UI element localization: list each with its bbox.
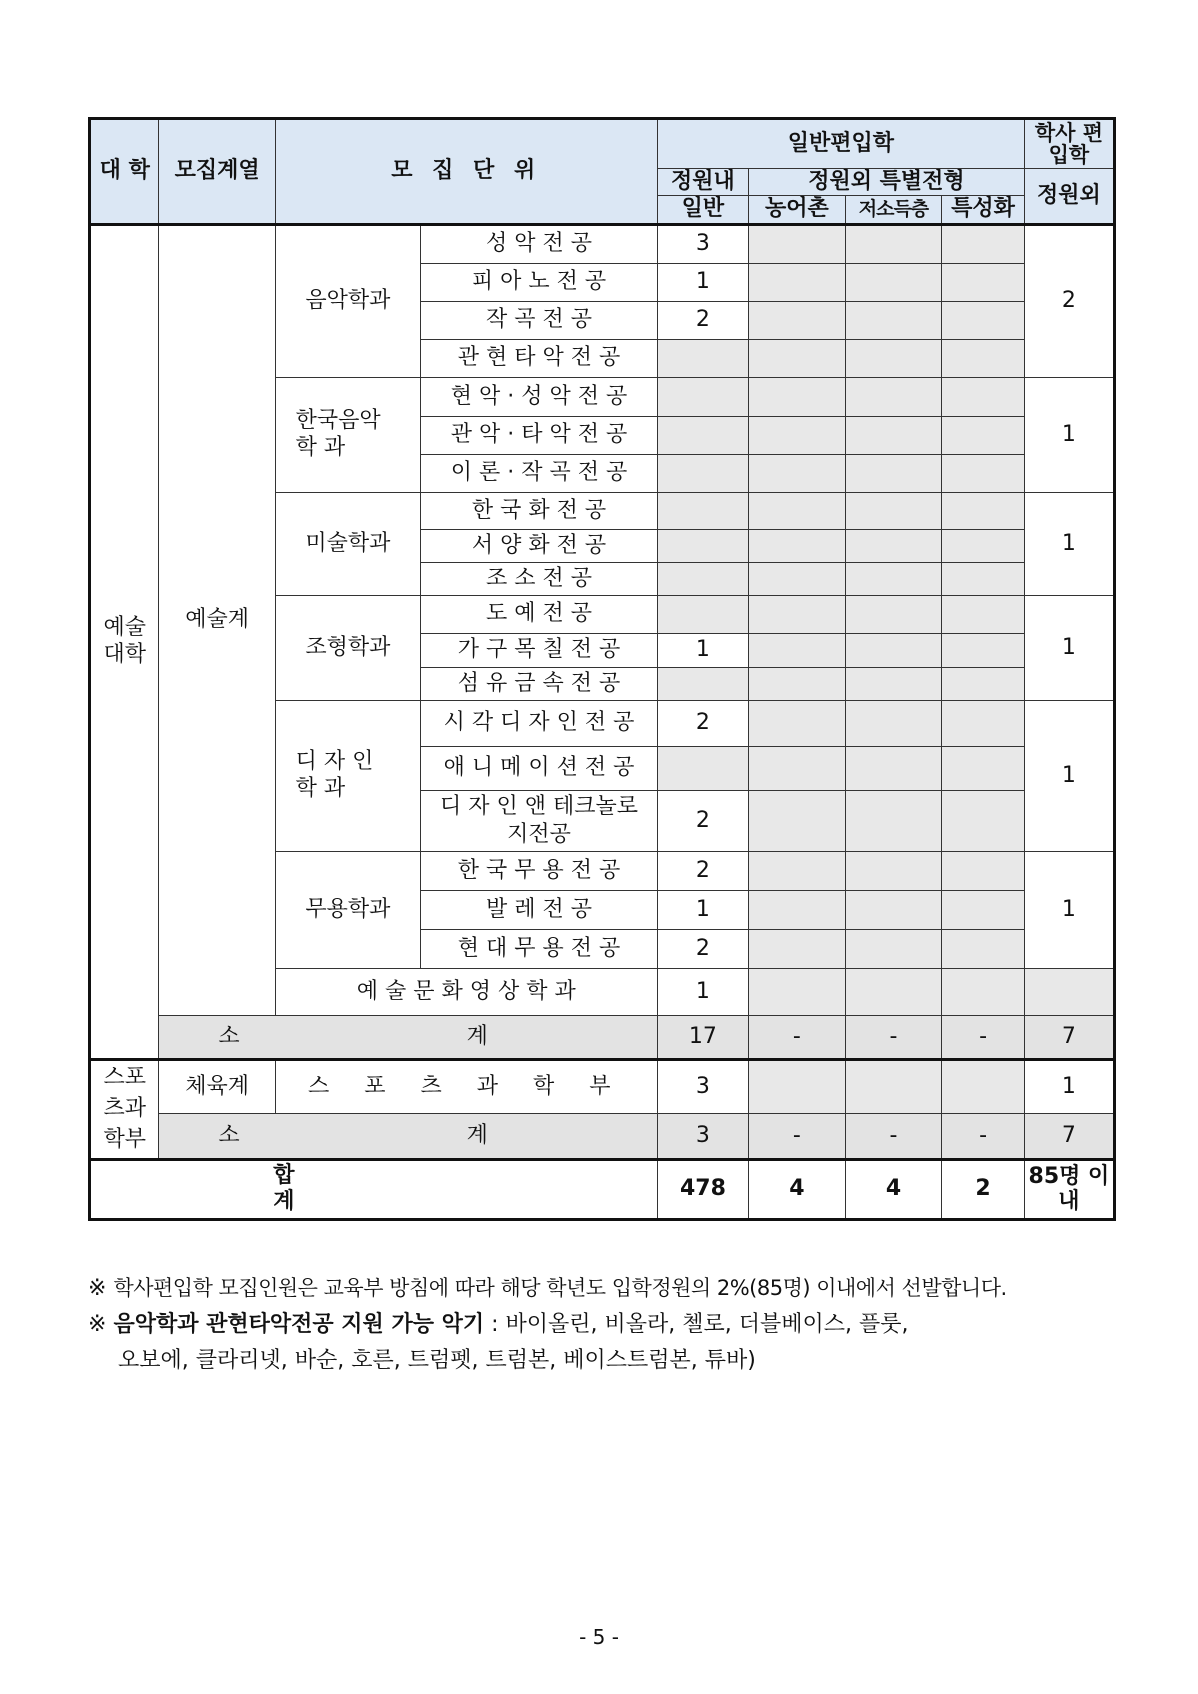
major-korean-dance: 한 국 무 용 전 공	[421, 851, 658, 890]
dept-music: 음악학과	[275, 224, 420, 377]
value-design-technology: 2	[657, 790, 748, 851]
subtotal-sports-low-income: -	[845, 1113, 942, 1159]
value-formative-bachelor: 1	[1024, 595, 1114, 700]
header-out-quota-special: 정원외 특별전형	[749, 169, 1025, 196]
major-western-painting: 서 양 화 전 공	[421, 529, 658, 562]
value-sports-general: 3	[657, 1059, 748, 1113]
header-series: 모집계열	[159, 119, 275, 225]
total-specialized: 2	[942, 1159, 1025, 1219]
value-fine-arts-bachelor: 1	[1024, 492, 1114, 595]
value-design-bachelor: 1	[1024, 700, 1114, 851]
major-korean-painting: 한 국 화 전 공	[421, 492, 658, 529]
header-college: 대 학	[90, 119, 159, 225]
major-vocal: 성 악 전 공	[421, 224, 658, 263]
total-bachelor: 85명 이내	[1024, 1159, 1114, 1219]
header-low-income: 저소득층	[845, 196, 942, 224]
total-low-income: 4	[845, 1159, 942, 1219]
subtotal-arts-specialized: -	[942, 1015, 1025, 1059]
page-number: - 5 -	[579, 1625, 619, 1649]
value-modern-dance: 2	[657, 929, 748, 968]
subtotal-sports-general: 3	[657, 1113, 748, 1159]
value-korean-music-bachelor: 1	[1024, 377, 1114, 492]
major-piano: 피 아 노 전 공	[421, 263, 658, 301]
subtotal-arts-general: 17	[657, 1015, 748, 1059]
value-furniture: 1	[657, 633, 748, 667]
subtotal-sports-specialized: -	[942, 1113, 1025, 1159]
value-ballet: 1	[657, 890, 748, 929]
subtotal-sports-rural: -	[749, 1113, 846, 1159]
value-arts-culture-video: 1	[657, 968, 748, 1015]
total-general: 478	[657, 1159, 748, 1219]
value-sports-bachelor: 1	[1024, 1059, 1114, 1113]
major-wind-percussion: 관 악 · 타 악 전 공	[421, 416, 658, 454]
header-general-transfer: 일반편입학	[657, 119, 1024, 169]
subtotal-arts-bachelor: 7	[1024, 1015, 1114, 1059]
value-composition: 2	[657, 301, 748, 339]
note-mark: ※	[88, 1312, 107, 1337]
college-sports: 스포 츠과 학부	[90, 1059, 159, 1159]
note-2	[88, 1307, 1118, 1343]
admission-quota-table	[88, 117, 1116, 1221]
subtotal-sports-label: 소 계	[159, 1113, 657, 1159]
header-rural: 농어촌	[749, 196, 846, 224]
major-sculpture: 조 소 전 공	[421, 562, 658, 595]
header-in-quota: 정원내	[657, 169, 748, 196]
major-ballet: 발 레 전 공	[421, 890, 658, 929]
value-dance-bachelor: 1	[1024, 851, 1114, 968]
unit-sports: 스 포 츠 과 학 부	[275, 1059, 657, 1113]
subtotal-sports-bachelor: 7	[1024, 1113, 1114, 1159]
college-arts: 예술 대학	[90, 224, 159, 1059]
note-2-text: : 바이올린, 비올라, 첼로, 더블베이스, 플룻,	[484, 1312, 909, 1337]
value-korean-dance: 2	[657, 851, 748, 890]
header-general: 일반	[657, 196, 748, 224]
note-2-bold: 음악학과 관현타악전공 지원 가능 악기	[113, 1312, 485, 1337]
note-mark: ※	[88, 1276, 107, 1301]
header-bachelor-transfer: 학사 편입학	[1024, 119, 1114, 169]
major-visual-design: 시 각 디 자 인 전 공	[421, 700, 658, 746]
subtotal-arts-rural: -	[749, 1015, 846, 1059]
major-theory-composition: 이 론 · 작 곡 전 공	[421, 454, 658, 492]
series-arts: 예술계	[159, 224, 275, 1015]
value-piano: 1	[657, 263, 748, 301]
major-composition: 작 곡 전 공	[421, 301, 658, 339]
note-1	[88, 1270, 1118, 1307]
header-out-quota: 정원외	[1024, 169, 1114, 225]
note-1-text: 학사편입학 모집인원은 교육부 방침에 따라 해당 학년도 입학정원의 2%(85명) 이내에서 선발합니다.	[113, 1276, 1007, 1300]
major-ceramics: 도 예 전 공	[421, 595, 658, 633]
footnotes	[88, 1270, 1118, 1379]
total-rural: 4	[749, 1159, 846, 1219]
value-music-bachelor: 2	[1024, 224, 1114, 377]
header-specialized: 특성화	[942, 196, 1025, 224]
major-modern-dance: 현 대 무 용 전 공	[421, 929, 658, 968]
dept-fine-arts: 미술학과	[275, 492, 420, 595]
value-vocal: 3	[657, 224, 748, 263]
series-sports: 체육계	[159, 1059, 275, 1113]
value-visual-design: 2	[657, 700, 748, 746]
subtotal-arts-low-income: -	[845, 1015, 942, 1059]
header-unit: 모 집 단 위	[275, 119, 657, 225]
total-label: 합 계	[90, 1159, 658, 1219]
note-2-continuation: 오보에, 클라리넷, 바순, 호른, 트럼펫, 트럼본, 베이스트럼본, 튜바)	[118, 1348, 756, 1373]
subtotal-arts-label: 소 계	[159, 1015, 657, 1059]
dept-dance: 무용학과	[275, 851, 420, 968]
major-orchestral: 관 현 타 악 전 공	[421, 339, 658, 377]
major-design-technology: 디 자 인 앤 테크놀로지전공	[421, 790, 658, 851]
major-animation: 애 니 메 이 션 전 공	[421, 746, 658, 790]
dept-korean-music: 한국음악 학 과	[275, 377, 420, 492]
dept-formative-arts: 조형학과	[275, 595, 420, 700]
major-furniture: 가 구 목 칠 전 공	[421, 633, 658, 667]
dept-design: 디 자 인 학 과	[275, 700, 420, 851]
dept-arts-culture-video: 예 술 문 화 영 상 학 과	[275, 968, 657, 1015]
major-textile-metal: 섬 유 금 속 전 공	[421, 667, 658, 700]
major-strings-vocal: 현 악 · 성 악 전 공	[421, 377, 658, 416]
